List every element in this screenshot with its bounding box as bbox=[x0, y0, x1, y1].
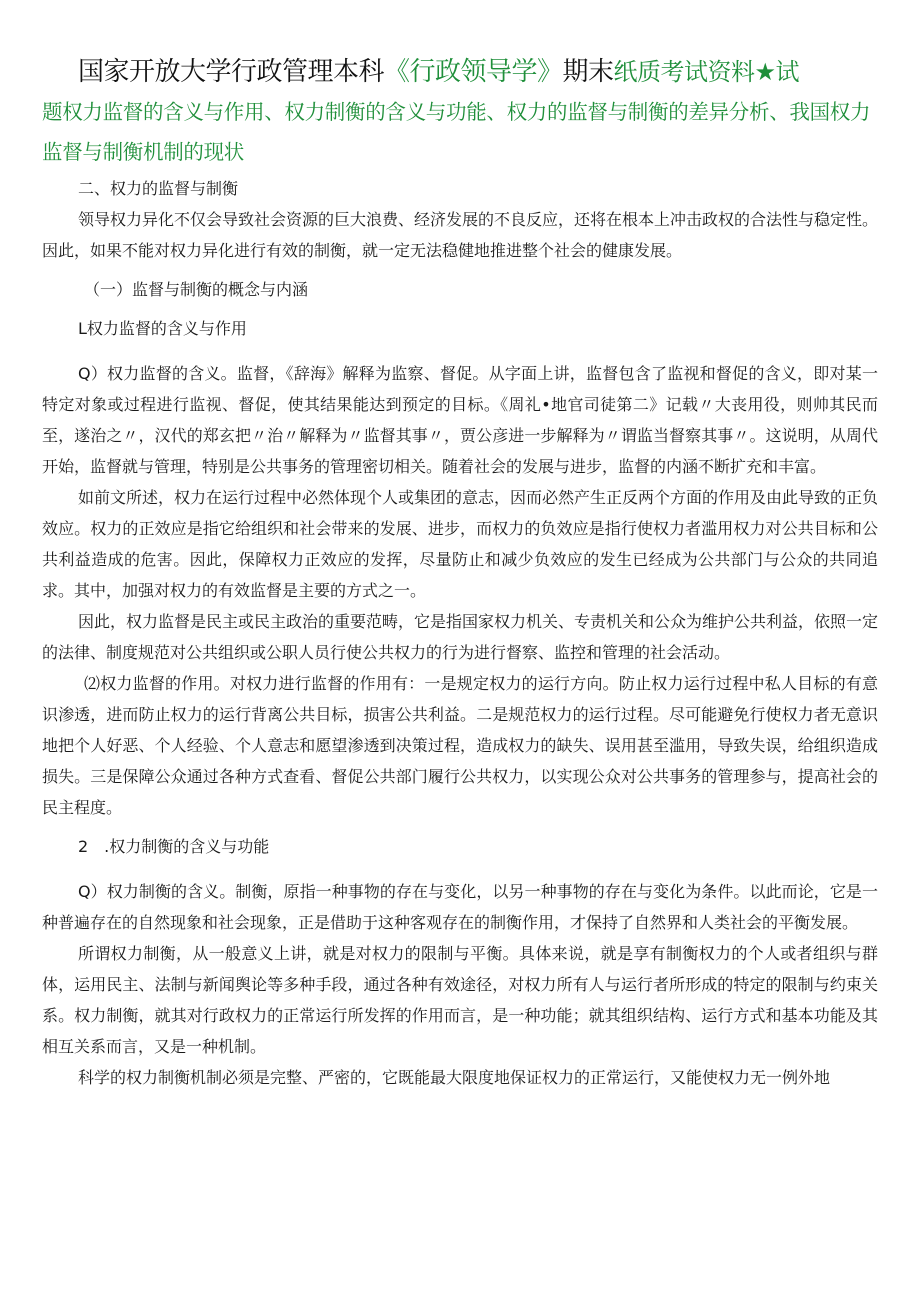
sub-heading-1: （一）监督与制衡的概念与内涵 bbox=[84, 280, 309, 299]
title-line-2: 题权力监督的含义与作用、权力制衡的含义与功能、权力的监督与制衡的差异分析、我国权力 bbox=[42, 100, 871, 124]
item-heading-1: L权力监督的含义与作用 bbox=[78, 319, 247, 338]
paragraph-2: 如前文所述，权力在运行过程中必然体现个人或集团的意志，因而必然产生正反两个方面的作用及由此导致的正负效应。权力的正效应是指它给组织和社会带来的发展、进步，而权力的负效应是指行使权力者滥用权力对公共目标和公共利益造成的危害。因此，保障权力正效应的发挥，尽量防止和减少负效应的发生已经成为公共部门与公众的共同追求。其中，加强对权力的有效监督是主要的方式之一。 bbox=[42, 488, 879, 600]
title-segment-3: 期末 bbox=[562, 57, 614, 87]
paragraph-6: 所谓权力制衡，从一般意义上讲，就是对权力的限制与平衡。具体来说，就是享有制衡权力的个人或者组织与群体，运用民主、法制与新闻舆论等多种手段，通过各种有效途径，对权力所有人与运行者所形成的特定的限制与约束关系。权力制衡，就其对行政权力的正常运行所发挥的作用而言，是一种功能；就其组织结构、运行方式和基本功能及其相互关系而言，又是一种机制。 bbox=[42, 944, 878, 1056]
document-body bbox=[42, 173, 878, 1093]
paragraph-5: Q）权力制衡的含义。制衡，原指一种事物的存在与变化，以另一种事物的存在与变化为条件。以此而论，它是一种普遍存在的自然现象和社会现象，正是借助于这种客观存在的制衡作用，才保持了自然界和人类社会的平衡发展。 bbox=[42, 882, 878, 932]
paragraph-3: 因此，权力监督是民主或民主政治的重要范畴，它是指国家权力机关、专责机关和公众为维护公共利益，依照一定的法律、制度规范对公共组织或公职人员行使公共权力的行为进行督察、监控和管理的社会活动。 bbox=[42, 612, 879, 662]
title-segment-course: 《行政领导学》 bbox=[384, 57, 563, 87]
title-segment-4: 纸质考试资料★试 bbox=[613, 58, 800, 86]
section-heading: 二、权力的监督与制衡 bbox=[78, 179, 239, 198]
title-line-3: 监督与制衡机制的现状 bbox=[42, 140, 244, 164]
title-line-1 bbox=[42, 52, 872, 92]
paragraph-7: 科学的权力制衡机制必须是完整、严密的，它既能最大限度地保证权力的正常运行，又能使权力无一例外地 bbox=[78, 1068, 831, 1087]
intro-paragraph: 领导权力异化不仅会导致社会资源的巨大浪费、经济发展的不良反应，还将在根本上冲击政权的合法性与稳定性。因此，如果不能对权力异化进行有效的制衡，就一定无法稳健地推进整个社会的健康发展。 bbox=[42, 210, 879, 260]
document-title bbox=[42, 52, 872, 172]
paragraph-4: ⑵权力监督的作用。对权力进行监督的作用有：一是规定权力的运行方向。防止权力运行过程中私人目标的有意识渗透，进而防止权力的运行背离公共目标，损害公共利益。二是规范权力的运行过程。尽可能避免行使权力者无意识地把个人好恶、个人经验、个人意志和愿望渗透到决策过程，造成权力的缺失、误用甚至滥用，导致失误，给组织造成损失。三是保障公众通过各种方式查看、督促公共部门履行公共权力，以实现公众对公共事务的管理参与，提高社会的民主程度。 bbox=[42, 674, 878, 817]
item-heading-2: 2 .权力制衡的含义与功能 bbox=[78, 837, 270, 856]
paragraph-1: Q）权力监督的含义。监督，《辞海》解释为监察、督促。从字面上讲，监督包含了监视和督促的含义，即对某一特定对象或过程进行监视、督促，使其结果能达到预定的目标。《周礼•地官司徒第二》记载〃大丧用役，则帅其民而至，遂治之〃，汉代的郑玄把〃治〃解释为〃监督其事〃，贾公彦进一步解释为〃谓监当督察其事〃。这说明，从周代开始，监督就与管理，特别是公共事务的管理密切相关。随着社会的发展与进步，监督的内涵不断扩充和丰富。 bbox=[42, 364, 878, 476]
title-segment-1: 国家开放大学行政管理本科 bbox=[78, 57, 385, 87]
